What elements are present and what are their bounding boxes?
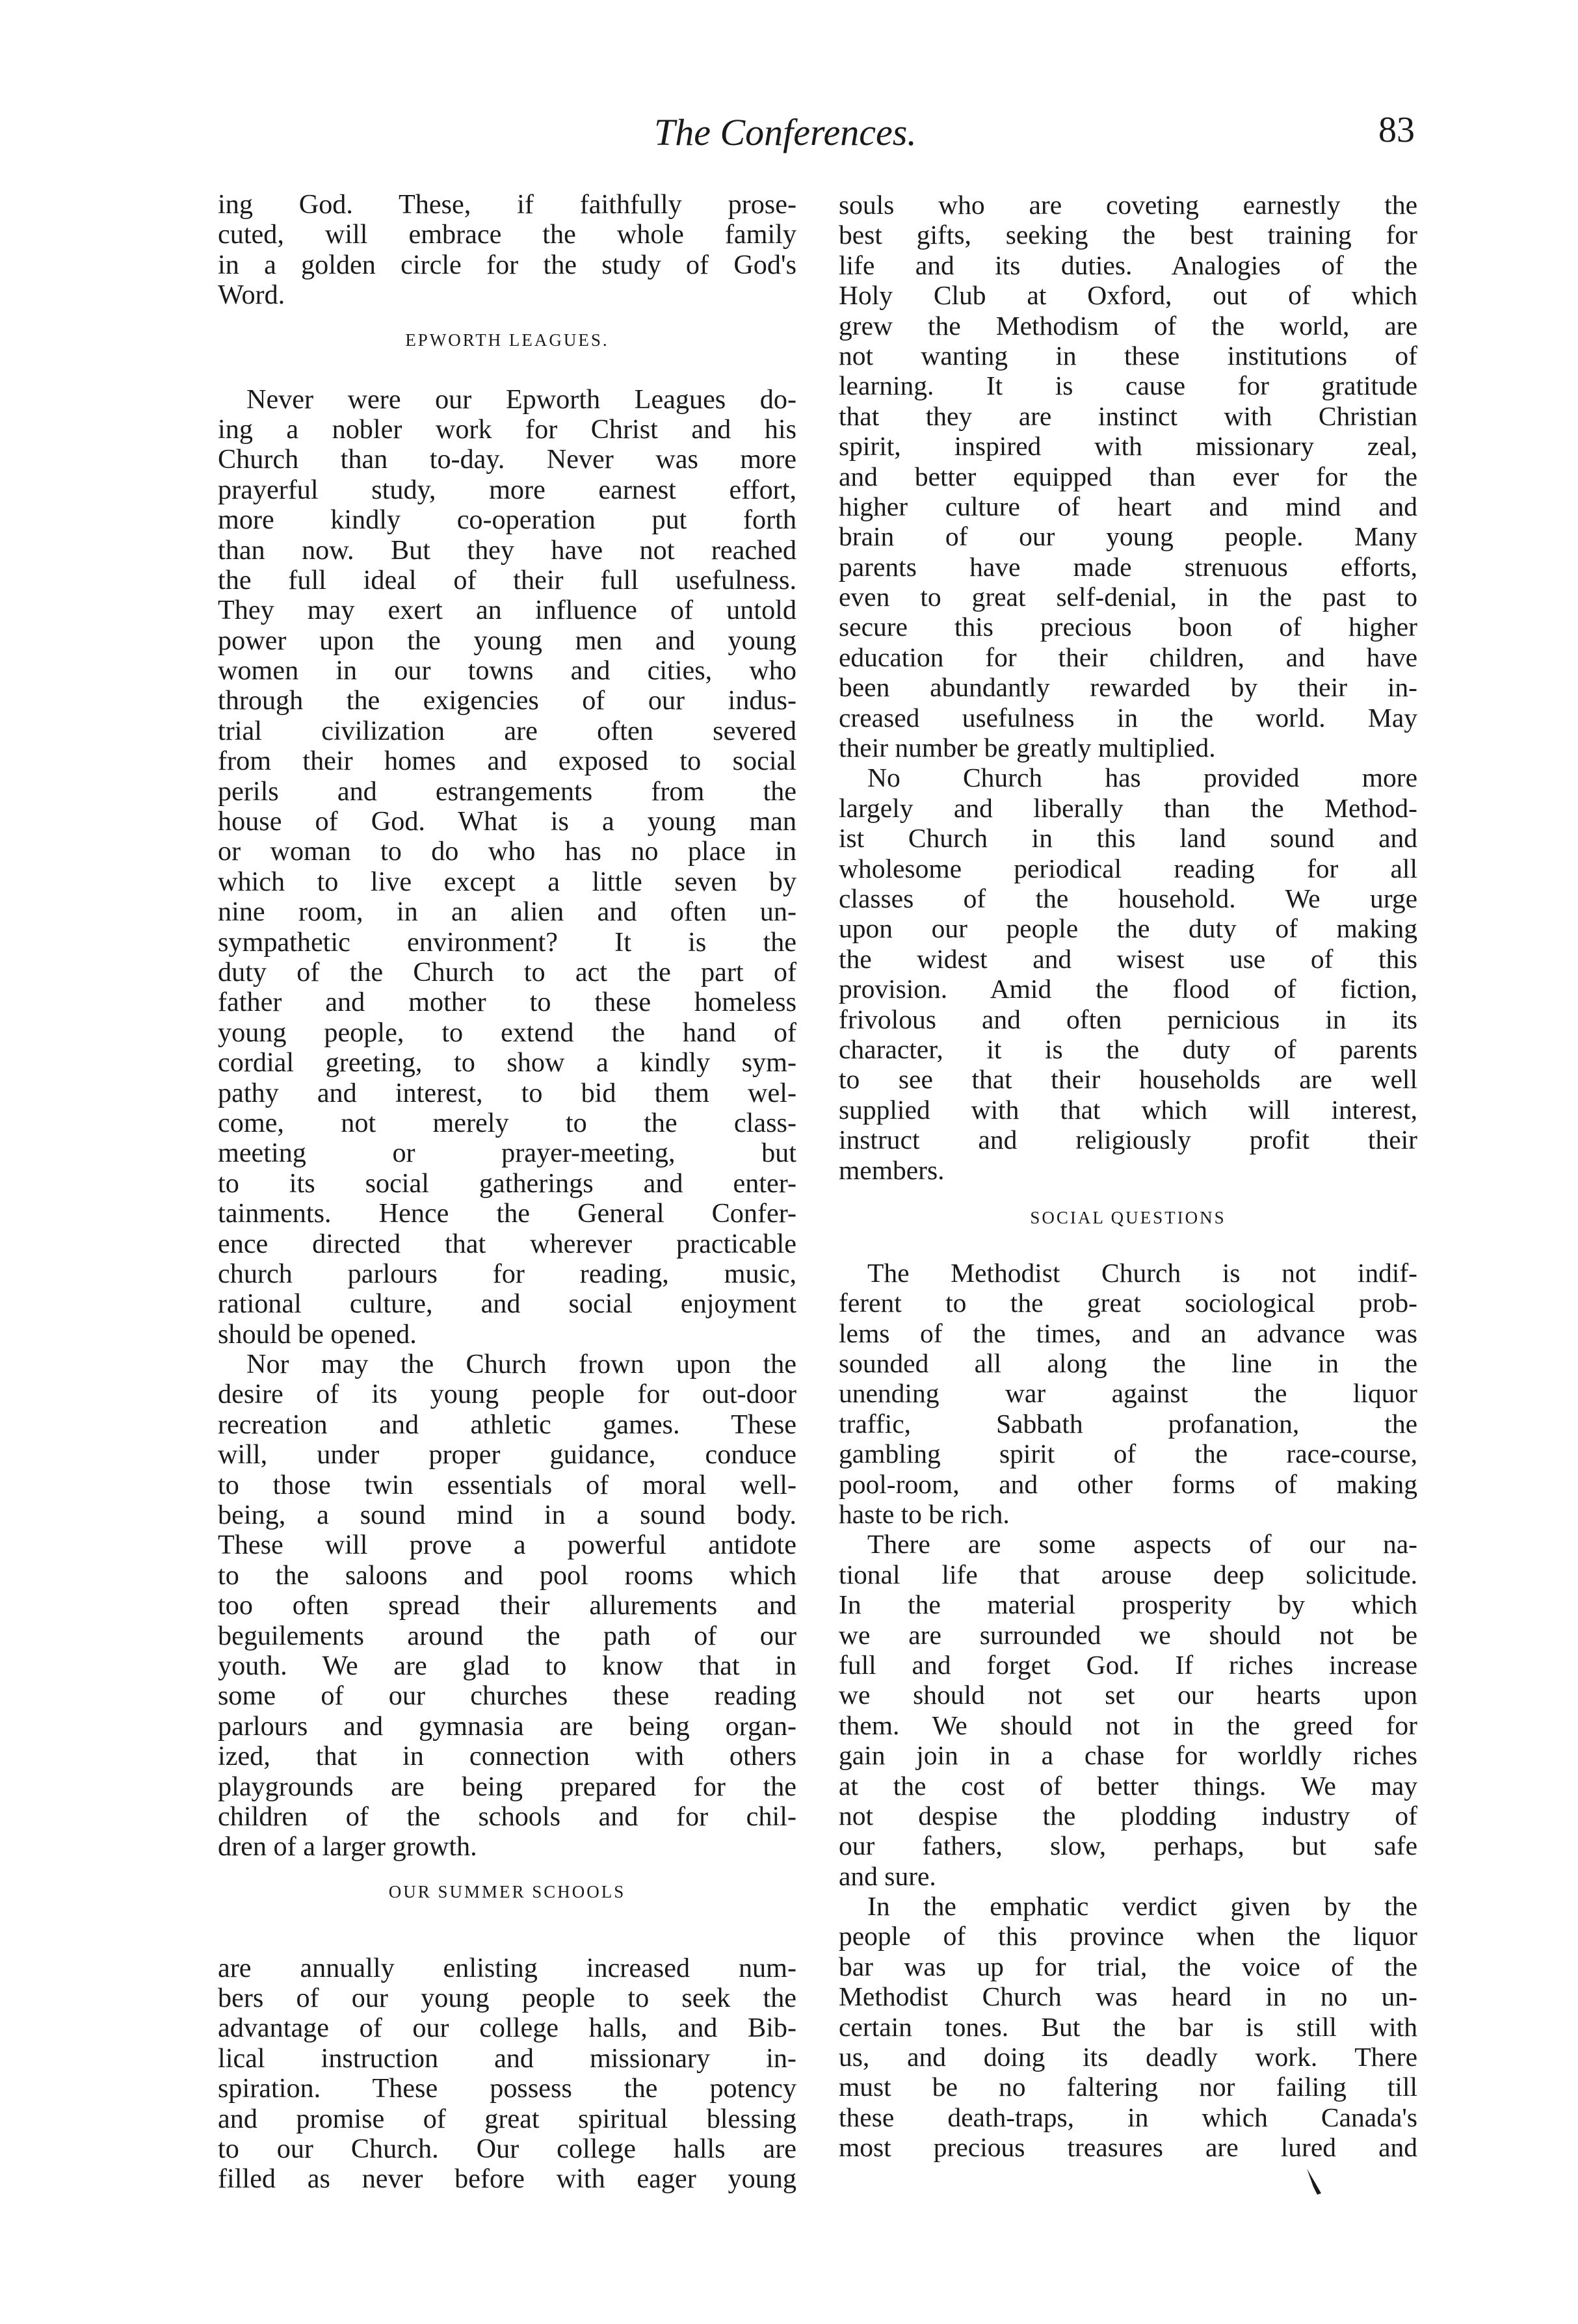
text-line: at the cost of better things. We may bbox=[839, 1770, 1417, 1801]
text-line: life and its duties. Analogies of the bbox=[839, 250, 1417, 280]
text-line: unending war against the liquor bbox=[839, 1378, 1417, 1409]
text-line: They may exert an influence of untold bbox=[218, 595, 796, 626]
page-header bbox=[0, 104, 1578, 169]
text-line: ized, that in connection with others bbox=[218, 1742, 796, 1772]
text-line: cordial greeting, to show a kindly sym- bbox=[218, 1048, 796, 1078]
text-line: sounded all along the line in the bbox=[839, 1348, 1417, 1379]
text-line: been abundantly rewarded by their in- bbox=[839, 672, 1417, 703]
text-line: meeting or prayer-meeting, but bbox=[218, 1138, 796, 1169]
text-line: being, a sound mind in a sound body. bbox=[218, 1500, 796, 1531]
text-line: cuted, will embrace the whole family bbox=[218, 220, 796, 250]
text-line: tainments. Hence the General Confer- bbox=[218, 1199, 796, 1229]
text-line: advantage of our college halls, and Bib- bbox=[218, 2013, 796, 2044]
text-line: certain tones. But the bar is still with bbox=[839, 2011, 1417, 2042]
text-line: wholesome periodical reading for all bbox=[839, 853, 1417, 883]
text-line: power upon the young men and young bbox=[218, 625, 796, 656]
text-line: ferent to the great sociological prob- bbox=[839, 1288, 1417, 1318]
text-line: to its social gatherings and enter- bbox=[218, 1168, 796, 1199]
text-line: prayerful study, more earnest effort, bbox=[218, 475, 796, 505]
text-line: Never were our Epworth Leagues do- bbox=[246, 384, 796, 415]
paragraph bbox=[218, 385, 796, 1350]
text-line: the widest and wisest use of this bbox=[839, 943, 1417, 974]
text-line: parlours and gymnasia are being organ- bbox=[218, 1711, 796, 1742]
text-line: There are some aspects of our na- bbox=[867, 1529, 1417, 1560]
text-line: In the emphatic verdict given by the bbox=[867, 1891, 1417, 1922]
text-line: which to live except a little seven by bbox=[218, 867, 796, 897]
text-line: and promise of great spiritual blessing bbox=[218, 2104, 796, 2134]
text-line: These will prove a powerful antidote bbox=[218, 1530, 796, 1561]
text-line: or woman to do who has no place in bbox=[218, 837, 796, 867]
text-line: ing a nobler work for Christ and his bbox=[218, 414, 796, 445]
text-line: classes of the household. We urge bbox=[839, 883, 1417, 913]
text-line: duty of the Church to act the part of bbox=[218, 957, 796, 987]
text-line: gain join in a chase for worldly riches bbox=[839, 1740, 1417, 1771]
text-line: these death-traps, in which Canada's bbox=[839, 2102, 1417, 2132]
text-line: supplied with that which will interest, bbox=[839, 1094, 1417, 1125]
text-line: ing God. These, if faithfully prose- bbox=[218, 190, 796, 220]
text-line: tional life that arouse deep solicitude. bbox=[839, 1559, 1417, 1589]
text-line: should be opened. bbox=[218, 1319, 417, 1350]
text-line: gambling spirit of the race-course, bbox=[839, 1439, 1417, 1469]
text-line: In the material prosperity by which bbox=[839, 1589, 1417, 1620]
text-line: creased usefulness in the world. May bbox=[839, 702, 1417, 733]
text-line: in a golden circle for the study of God's bbox=[218, 250, 796, 280]
text-line: women in our towns and cities, who bbox=[218, 656, 796, 686]
text-line: through the exigencies of our indus- bbox=[218, 686, 796, 716]
text-line: members. bbox=[839, 1155, 945, 1185]
text-line: come, not merely to the class- bbox=[218, 1108, 796, 1138]
text-line: Holy Club at Oxford, out of which bbox=[839, 280, 1417, 311]
paragraph bbox=[839, 1891, 1417, 2163]
text-line: character, it is the duty of parents bbox=[839, 1034, 1417, 1064]
text-line: more kindly co-operation put forth bbox=[218, 505, 796, 536]
text-line: must be no faltering nor failing till bbox=[839, 2072, 1417, 2102]
text-line: spiration. These possess the potency bbox=[218, 2074, 796, 2104]
text-line: father and mother to these homeless bbox=[218, 987, 796, 1018]
text-line: Word. bbox=[218, 280, 285, 311]
paragraph bbox=[839, 190, 1417, 763]
text-line: spirit, inspired with missionary zeal, bbox=[839, 431, 1417, 462]
text-line: will, under proper guidance, conduce bbox=[218, 1440, 796, 1470]
text-line: too often spread their allurements and bbox=[218, 1591, 796, 1621]
text-line: souls who are coveting earnestly the bbox=[839, 190, 1417, 220]
section-heading-summer-schools: OUR SUMMER SCHOOLS bbox=[388, 1881, 626, 1901]
text-line: are annually enlisting increased num- bbox=[218, 1953, 796, 1983]
text-line: to those twin essentials of moral well- bbox=[218, 1470, 796, 1500]
text-line: their number be greatly multiplied. bbox=[839, 733, 1216, 763]
text-line: church parlours for reading, music, bbox=[218, 1259, 796, 1289]
text-line: frivolous and often pernicious in its bbox=[839, 1004, 1417, 1034]
text-line: the full ideal of their full usefulness. bbox=[218, 565, 796, 595]
text-line: than now. But they have not reached bbox=[218, 535, 796, 566]
text-line: and better equipped than ever for the bbox=[839, 461, 1417, 491]
text-line: grew the Methodism of the world, are bbox=[839, 310, 1417, 341]
paragraph bbox=[839, 1258, 1417, 1530]
text-line: from their homes and exposed to social bbox=[218, 746, 796, 777]
text-line: lems of the times, and an advance was bbox=[839, 1318, 1417, 1348]
text-line: Church than to-day. Never was more bbox=[218, 445, 796, 475]
text-line: not despise the plodding industry of bbox=[839, 1800, 1417, 1831]
text-line: even to great self-denial, in the past to bbox=[839, 582, 1417, 612]
text-line: us, and doing its deadly work. There bbox=[839, 2042, 1417, 2072]
text-line: house of God. What is a young man bbox=[218, 807, 796, 837]
text-line: education for their children, and have bbox=[839, 642, 1417, 672]
right-column bbox=[839, 190, 1417, 2163]
paragraph bbox=[839, 763, 1417, 1184]
text-line: higher culture of heart and mind and bbox=[839, 491, 1417, 521]
text-line: upon our people the duty of making bbox=[839, 913, 1417, 944]
text-line: Methodist Church was heard in no un- bbox=[839, 1981, 1417, 2012]
text-line: we are surrounded we should not be bbox=[839, 1619, 1417, 1650]
running-head: The Conferences. bbox=[654, 111, 917, 153]
text-line: bers of our young people to seek the bbox=[218, 1983, 796, 2014]
text-line: we should not set our hearts upon bbox=[839, 1680, 1417, 1710]
text-line: No Church has provided more bbox=[867, 763, 1417, 793]
text-line: them. We should not in the greed for bbox=[839, 1710, 1417, 1740]
text-line: traffic, Sabbath profanation, the bbox=[839, 1408, 1417, 1439]
text-line: our fathers, slow, perhaps, but safe bbox=[839, 1831, 1417, 1861]
text-line: dren of a larger growth. bbox=[218, 1832, 477, 1862]
text-line: and sure. bbox=[839, 1861, 936, 1891]
text-line: beguilements around the path of our bbox=[218, 1621, 796, 1651]
page-number: 83 bbox=[1378, 110, 1415, 150]
text-line: pathy and interest, to bid them wel- bbox=[218, 1078, 796, 1108]
text-line: that they are instinct with Christian bbox=[839, 400, 1417, 431]
text-line: pool-room, and other forms of making bbox=[839, 1469, 1417, 1499]
left-column bbox=[218, 190, 796, 2195]
text-line: young people, to extend the hand of bbox=[218, 1017, 796, 1048]
text-line: perils and estrangements from the bbox=[218, 776, 796, 807]
text-line: most precious treasures are lured and bbox=[839, 2132, 1417, 2163]
text-line: instruct and religiously profit their bbox=[839, 1125, 1417, 1155]
text-line: Nor may the Church frown upon the bbox=[246, 1350, 796, 1380]
text-line: children of the schools and for chil- bbox=[218, 1801, 796, 1832]
text-line: to our Church. Our college halls are bbox=[218, 2134, 796, 2165]
text-line: people of this province when the liquor bbox=[839, 1921, 1417, 1952]
text-line: recreation and athletic games. These bbox=[218, 1409, 796, 1440]
text-line: brain of our young people. Many bbox=[839, 521, 1417, 552]
text-line: some of our churches these reading bbox=[218, 1681, 796, 1712]
text-line: rational culture, and social enjoyment bbox=[218, 1289, 796, 1320]
text-line: The Methodist Church is not indif- bbox=[867, 1257, 1417, 1288]
paragraph bbox=[218, 1350, 796, 1862]
text-line: desire of its young people for out-door bbox=[218, 1379, 796, 1410]
text-line: learning. It is cause for gratitude bbox=[839, 371, 1417, 401]
text-line: full and forget God. If riches increase bbox=[839, 1649, 1417, 1680]
section-heading-epworth-leagues: EPWORTH LEAGUES. bbox=[405, 330, 609, 350]
text-line: parents have made strenuous efforts, bbox=[839, 551, 1417, 582]
text-line: filled as never before with eager young bbox=[218, 2164, 796, 2195]
text-line: ist Church in this land sound and bbox=[839, 823, 1417, 854]
section-heading-social-questions: SOCIAL QUESTIONS bbox=[1030, 1207, 1226, 1227]
text-line: provision. Amid the flood of fiction, bbox=[839, 974, 1417, 1004]
text-line: lical instruction and missionary in- bbox=[218, 2043, 796, 2074]
text-line: sympathetic environment? It is the bbox=[218, 927, 796, 958]
text-line: playgrounds are being prepared for the bbox=[218, 1771, 796, 1802]
text-line: to see that their households are well bbox=[839, 1064, 1417, 1095]
text-line: to the saloons and pool rooms which bbox=[218, 1560, 796, 1591]
text-line: largely and liberally than the Method- bbox=[839, 792, 1417, 823]
text-line: ence directed that wherever practicable bbox=[218, 1229, 796, 1259]
ink-mark-icon bbox=[1302, 2165, 1328, 2197]
text-line: trial civilization are often severed bbox=[218, 716, 796, 746]
text-line: secure this precious boon of higher bbox=[839, 612, 1417, 642]
text-line: youth. We are glad to know that in bbox=[218, 1651, 796, 1681]
paragraph bbox=[218, 1953, 796, 2195]
text-line: nine room, in an alien and often un- bbox=[218, 897, 796, 928]
paragraph bbox=[839, 1529, 1417, 1891]
text-line: best gifts, seeking the best training for bbox=[839, 220, 1417, 250]
text-line: bar was up for trial, the voice of the bbox=[839, 1951, 1417, 1981]
text-line: not wanting in these institutions of bbox=[839, 340, 1417, 371]
paragraph bbox=[218, 190, 796, 311]
text-line: haste to be rich. bbox=[839, 1499, 1010, 1530]
